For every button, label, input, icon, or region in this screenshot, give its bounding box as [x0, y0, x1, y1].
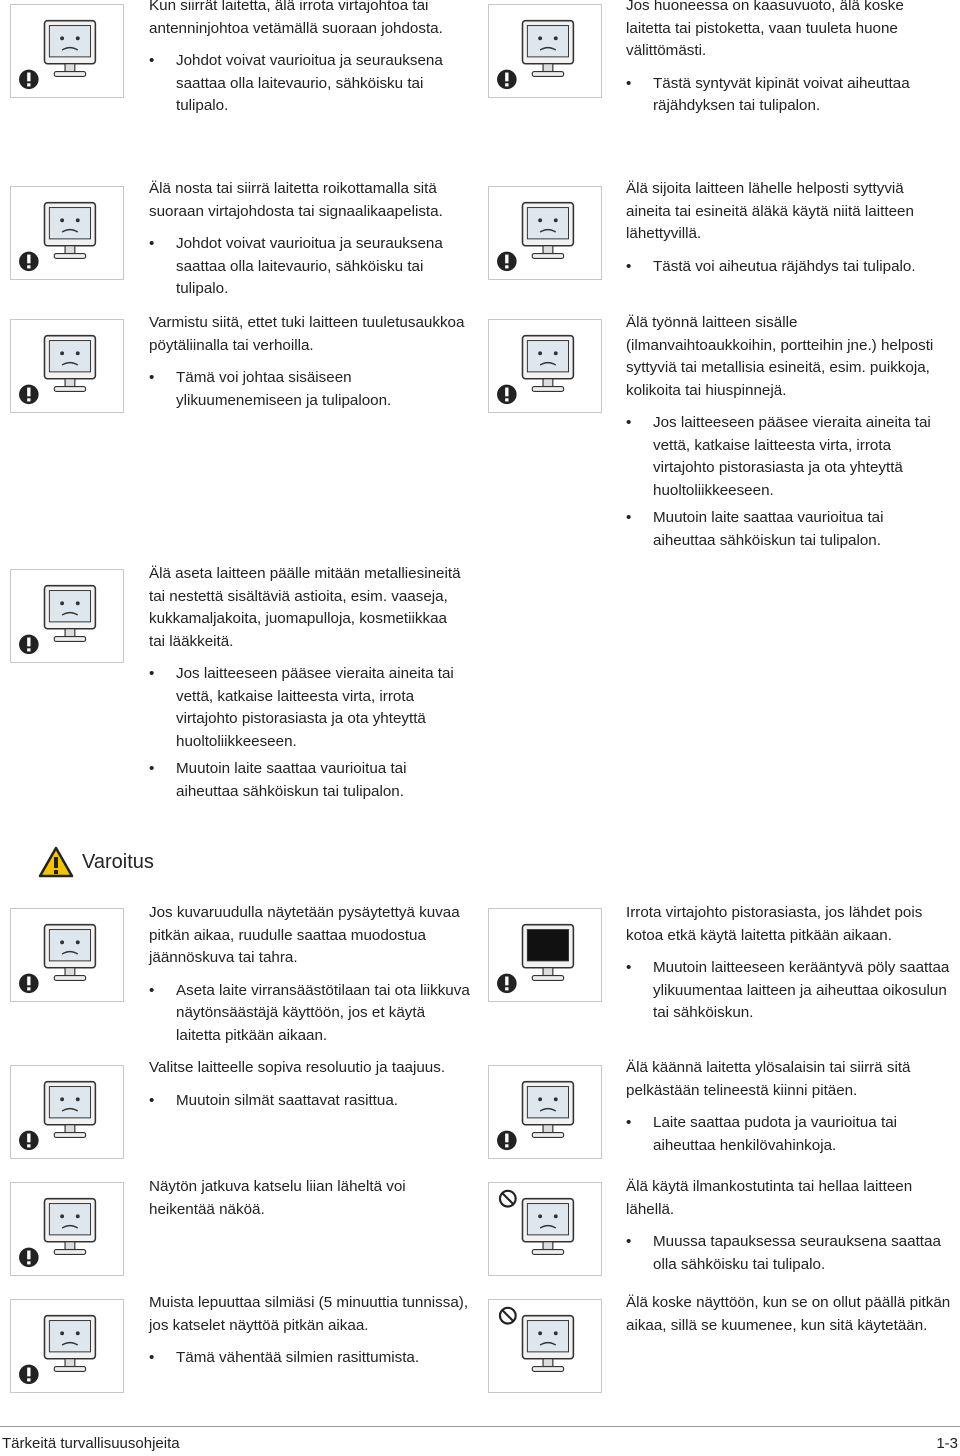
monitor-icon	[11, 1300, 123, 1392]
bullet-item: • Muutoin laite saattaa vaurioitua tai aiheuttaa sähköiskun tai tulipalon.	[149, 758, 467, 803]
monitor-icon	[489, 320, 601, 412]
block-gas-leak	[626, 0, 951, 123]
block-paragraph: Varmistu siitä, ettet tuki laitteen tuuletusaukkoa pöytäliinalla tai verhoilla.	[149, 314, 465, 354]
illustration-hot-screen	[488, 1299, 602, 1393]
block-paragraph: Muista lepuuttaa silmiäsi (5 minuuttia tunnissa), jos katselet näyttöä pitkän aikaa.	[149, 1294, 469, 1334]
monitor-icon	[11, 1066, 123, 1158]
monitor-icon	[489, 187, 601, 279]
block-unplug	[626, 902, 956, 1030]
warning-triangle-icon	[38, 846, 74, 878]
bullet-item: • Muutoin laite saattaa vaurioitua tai aiheuttaa sähköiskun tai tulipalon.	[626, 507, 946, 552]
block-paragraph: Irrota virtajohto pistorasiasta, jos lähdet pois kotoa etkä käytä laitetta pitkään aikaan.	[626, 904, 923, 944]
monitor-icon	[11, 187, 123, 279]
bullet-item: • Tästä syntyvät kipinät voivat aiheuttaa räjähdyksen tai tulipalon.	[626, 73, 951, 118]
monitor-icon	[489, 1183, 601, 1275]
monitor-icon	[11, 909, 123, 1001]
illustration-objects-on-top	[10, 569, 124, 663]
block-hot-screen	[626, 1292, 951, 1347]
block-still-image	[149, 902, 474, 1052]
illustration-resolution	[10, 1065, 124, 1159]
illustration-flammable	[488, 186, 602, 280]
bullet-item: • Jos laitteeseen pääsee vieraita aineita tai vettä, katkaise laitteesta virta, irrota virtajohto pistorasiasta ja ota yhteyttä huoltoliikkeeseen.	[149, 663, 467, 753]
monitor-icon	[11, 5, 123, 97]
block-humidifier	[626, 1176, 951, 1281]
illustration-objects-inside	[488, 319, 602, 413]
block-paragraph: Älä sijoita laitteen lähelle helposti syttyviä aineita tai esineitä äläkä käytä niitä laitteen lähettyvillä.	[626, 180, 914, 242]
block-paragraph: Valitse laitteelle sopiva resoluutio ja taajuus.	[149, 1059, 446, 1076]
illustration-humidifier	[488, 1182, 602, 1276]
block-paragraph: Älä aseta laitteen päälle mitään metalliesineitä tai nestettä sisältäviä astioita, esim. vaaseja, kukkamaljakoita, juomapulloja, kosmetiikkaa tai lääkkeitä.	[149, 565, 461, 650]
section-title: Varoitus	[82, 850, 154, 873]
bullet-item: • Aseta laite virransäästötilaan tai ota liikkuva näytönsäästäjä käyttöön, jos et käytä laitetta pitkään aikaan.	[149, 980, 474, 1048]
bullet-item: • Johdot voivat vaurioitua ja seurauksena saattaa olla laitevaurio, sähköisku tai tulipalo.	[149, 50, 479, 118]
block-paragraph: Älä käytä ilmankostutinta tai hellaa laitteen lähellä.	[626, 1178, 913, 1218]
page-number: 1-3	[936, 1435, 958, 1452]
monitor-icon	[11, 570, 123, 662]
block-paragraph: Jos kuvaruudulla näytetään pysäytettyä kuvaa pitkän aikaa, ruudulle saattaa muodostua jäännöskuva tai tahra.	[149, 904, 460, 966]
monitor-icon	[489, 1066, 601, 1158]
illustration-cord-pull	[10, 4, 124, 98]
illustration-gas-leak	[488, 4, 602, 98]
illustration-still-image	[10, 908, 124, 1002]
monitor-icon	[489, 909, 601, 1001]
block-covered-vents	[149, 312, 479, 417]
block-objects-on-top	[149, 563, 467, 808]
illustration-upside-down	[488, 1065, 602, 1159]
block-resolution	[149, 1057, 484, 1117]
block-too-close	[149, 1176, 474, 1231]
bullet-item: • Muutoin laitteeseen kerääntyvä pöly saattaa ylikuumentaa laitteen ja aiheuttaa oikosulun tai sähköiskun.	[626, 957, 956, 1025]
block-paragraph: Kun siirrät laitetta, älä irrota virtajohtoa tai antenninjohtoa vetämällä suoraan johdosta.	[149, 0, 443, 37]
bullet-item: • Muutoin silmät saattavat rasittua.	[149, 1090, 484, 1113]
bullet-item: • Laite saattaa pudota ja vaurioitua tai aiheuttaa henkilövahinkoja.	[626, 1112, 951, 1157]
block-paragraph: Älä koske näyttöön, kun se on ollut päällä pitkän aikaa, sillä se kuumenee, kun sitä käytetään.	[626, 1294, 951, 1334]
illustration-unplug	[488, 908, 602, 1002]
monitor-icon	[11, 320, 123, 412]
bullet-item: • Jos laitteeseen pääsee vieraita aineita tai vettä, katkaise laitteesta virta, irrota virtajohto pistorasiasta ja ota yhteyttä huoltoliikkeeseen.	[626, 412, 946, 502]
block-lift-by-cord	[149, 178, 479, 306]
footer-title: Tärkeitä turvallisuusohjeita	[2, 1435, 180, 1452]
bullet-item: • Johdot voivat vaurioitua ja seurauksena saattaa olla laitevaurio, sähköisku tai tulipalo.	[149, 233, 479, 301]
block-paragraph: Älä käännä laitetta ylösalaisin tai siirrä sitä pelkästään telineestä kiinni pitäen.	[626, 1059, 911, 1099]
monitor-icon	[489, 1300, 601, 1392]
block-upside-down	[626, 1057, 951, 1162]
block-objects-inside	[626, 312, 946, 557]
section-heading	[38, 846, 154, 878]
illustration-rest-eyes	[10, 1299, 124, 1393]
block-paragraph: Näytön jatkuva katselu liian läheltä voi heikentää näköä.	[149, 1178, 406, 1218]
monitor-icon	[489, 5, 601, 97]
illustration-lift-by-cord	[10, 186, 124, 280]
block-paragraph: Älä työnnä laitteen sisälle (ilmanvaihtoaukkoihin, portteihin jne.) helposti syttyviä tai metallisia esineitä, esim. puikkoja, kolikoita tai hiuspinnejä.	[626, 314, 934, 399]
bullet-item: • Muussa tapauksessa seurauksena saattaa olla sähköisku tai tulipalo.	[626, 1231, 951, 1276]
illustration-too-close	[10, 1182, 124, 1276]
block-flammable	[626, 178, 951, 283]
bullet-item: • Tästä voi aiheutua räjähdys tai tulipalo.	[626, 256, 951, 279]
bullet-item: • Tämä vähentää silmien rasittumista.	[149, 1347, 474, 1370]
bullet-item: • Tämä voi johtaa sisäiseen ylikuumenemiseen ja tulipaloon.	[149, 367, 479, 412]
block-paragraph: Älä nosta tai siirrä laitetta roikottamalla sitä suoraan virtajohdosta tai signaalikaapelista.	[149, 180, 443, 220]
page-footer	[0, 1426, 960, 1453]
block-cord-pull	[149, 0, 479, 123]
block-rest-eyes	[149, 1292, 474, 1375]
monitor-icon	[11, 1183, 123, 1275]
illustration-covered-vents	[10, 319, 124, 413]
block-paragraph: Jos huoneessa on kaasuvuoto, älä koske laitetta tai pistoketta, vaan tuuleta huone välittömästi.	[626, 0, 904, 59]
